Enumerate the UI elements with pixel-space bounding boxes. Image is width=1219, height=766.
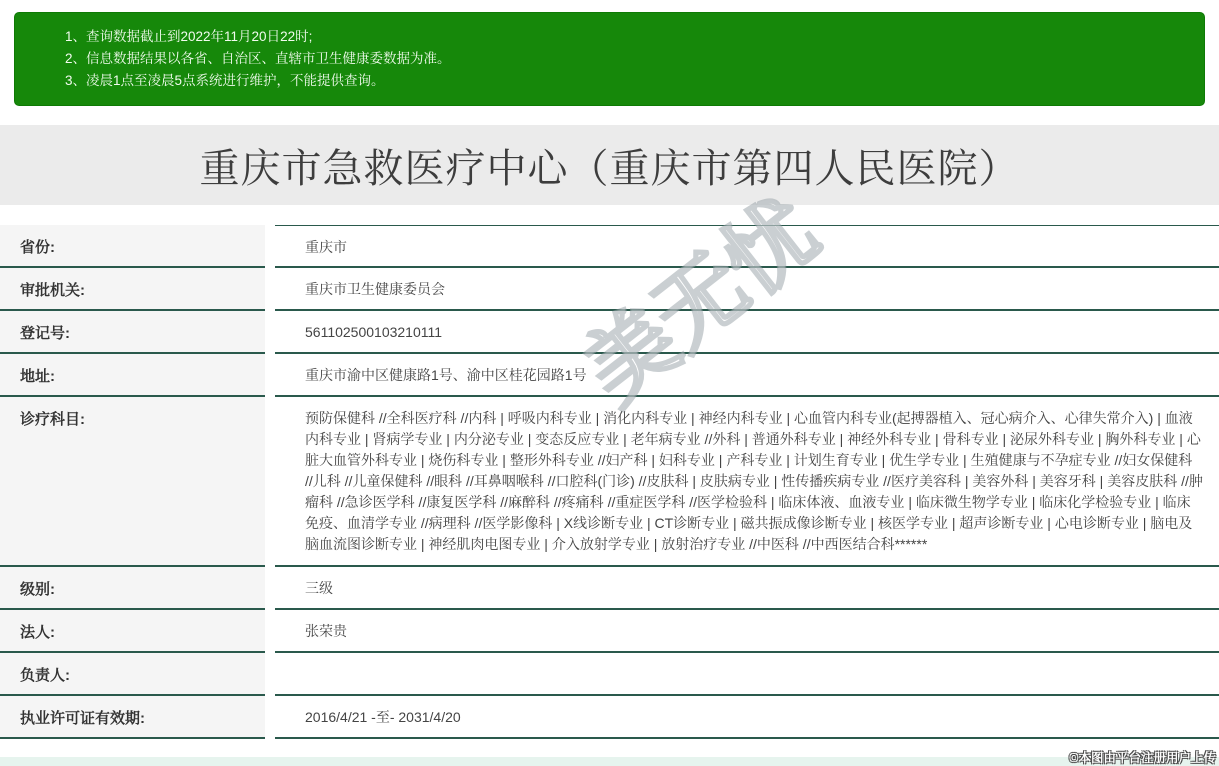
row-label: 法人: [0, 610, 265, 653]
row-value [275, 653, 1219, 696]
row-value: 重庆市渝中区健康路1号、渝中区桂花园路1号 [275, 354, 1219, 397]
column-gap [265, 225, 275, 268]
table-row-address [0, 354, 1219, 397]
row-label: 执业许可证有效期: [0, 696, 265, 739]
column-gap [265, 696, 275, 739]
row-value: 重庆市卫生健康委员会 [275, 268, 1219, 311]
table-row-approval-authority [0, 268, 1219, 311]
row-value: 预防保健科 //全科医疗科 //内科 | 呼吸内科专业 | 消化内科专业 | 神经内科专业 | 心血管内科专业(起搏器植入、冠心病介入、心律失常介入) | 血液内科专业 | 肾病学专业 | 内分泌专业 | 变态反应专业 | 老年病专业 //外科 | 普通外科专业 | 神经外科专业 | 骨科专业 | 泌尿外科专业 | 胸外科专业 | 心脏大血管外科专业 | 烧伤科专业 | 整形外科专业 //妇产科 | 妇科专业 | 产科专业 | 计划生育专业 | 优生学专业 | 生殖健康与不孕症专业 //妇女保健科 //儿科 //儿童保健科 //眼科 //耳鼻咽喉科 //口腔科(门诊) //皮肤科 | 皮肤病专业 | 性传播疾病专业 //医疗美容科 | 美容外科 | 美容牙科 | 美容皮肤科 //肿瘤科 //急诊医学科 //康复医学科 //麻醉科 //疼痛科 //重症医学科 //医学检验科 | 临床体液、血液专业 | 临床微生物学专业 | 临床化学检验专业 | 临床免疫、血清学专业 //病理科 //医学影像科 | X线诊断专业 | CT诊断专业 | 磁共振成像诊断专业 | 核医学专业 | 超声诊断专业 | 心电诊断专业 | 脑电及脑血流图诊断专业 | 神经肌肉电图专业 | 介入放射学专业 | 放射治疗专业 //中医科 //中西医结合科****** [275, 397, 1219, 567]
table-row-legal-person [0, 610, 1219, 653]
row-value: 重庆市 [275, 225, 1219, 268]
table-row-level [0, 567, 1219, 610]
notice-banner [14, 12, 1205, 106]
table-row-person-in-charge [0, 653, 1219, 696]
row-value: 561102500103210111 [275, 311, 1219, 354]
column-gap [265, 268, 275, 311]
row-label: 地址: [0, 354, 265, 397]
column-gap [265, 653, 275, 696]
column-gap [265, 311, 275, 354]
row-label: 省份: [0, 225, 265, 268]
notice-line-3: 3、凌晨1点至凌晨5点系统进行维护，不能提供查询。 [65, 73, 385, 88]
notice-line-1: 1、查询数据截止到2022年11月20日22时; [65, 29, 313, 44]
row-label: 登记号: [0, 311, 265, 354]
table-row-province [0, 225, 1219, 268]
column-gap [265, 354, 275, 397]
row-value: 2016/4/21 -至- 2031/4/20 [275, 696, 1219, 739]
table-row-registration-number [0, 311, 1219, 354]
table-row-departments [0, 397, 1219, 567]
hospital-info-table [0, 225, 1219, 739]
upload-credit-text: ©本图由平台注册用户上传 [1069, 751, 1216, 765]
column-gap [265, 567, 275, 610]
row-label: 级别: [0, 567, 265, 610]
page-title: 重庆市急救医疗中心（重庆市第四人民医院） [199, 146, 1020, 191]
row-value: 三级 [275, 567, 1219, 610]
table-row-license-validity [0, 696, 1219, 739]
title-bar [0, 125, 1219, 205]
row-value: 张荣贵 [275, 610, 1219, 653]
column-gap [265, 397, 275, 567]
bottom-strip [0, 757, 1219, 766]
diagonal-watermark-text: 美无忧 [566, 180, 836, 422]
row-label: 审批机关: [0, 268, 265, 311]
notice-line-2: 2、信息数据结果以各省、自治区、直辖市卫生健康委数据为准。 [65, 51, 451, 66]
column-gap [265, 610, 275, 653]
row-label: 诊疗科目: [0, 397, 265, 567]
row-label: 负责人: [0, 653, 265, 696]
